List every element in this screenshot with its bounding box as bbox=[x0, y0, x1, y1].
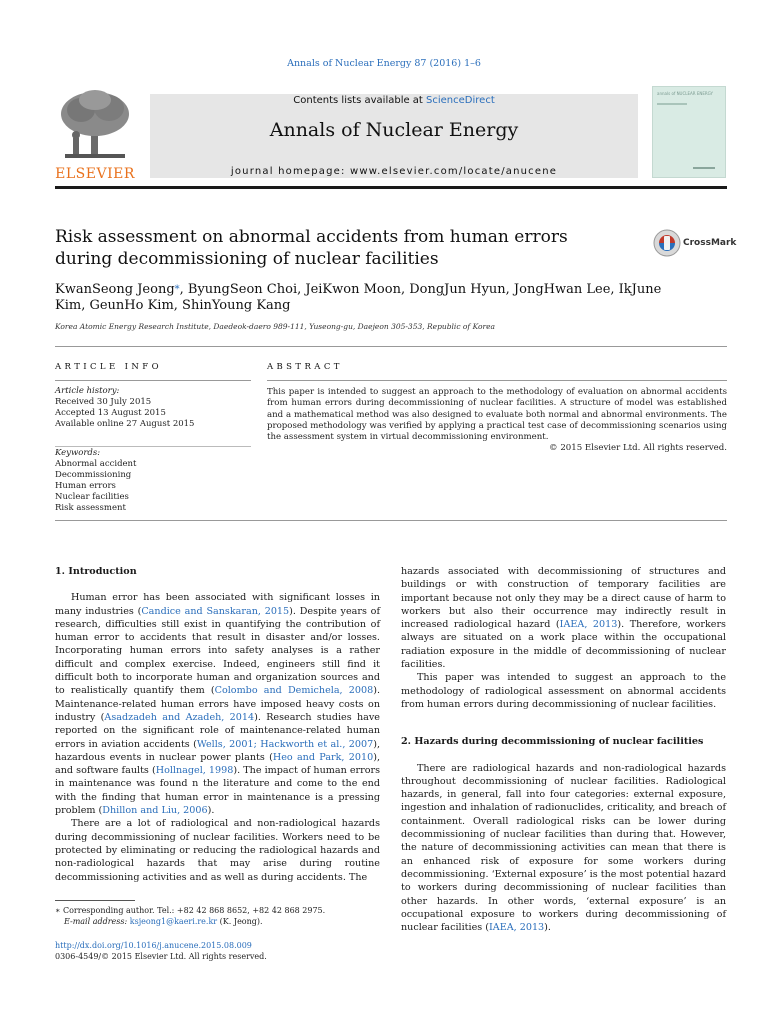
citation-link[interactable]: Asadzadeh and Azadeh, 2014 bbox=[104, 711, 255, 723]
citation-link[interactable]: Dhillon and Liu, 2006 bbox=[102, 805, 208, 817]
journal-cover-thumbnail[interactable] bbox=[652, 86, 726, 178]
journal-homepage[interactable]: journal homepage: www.elsevier.com/locate/anucene bbox=[230, 166, 558, 177]
article-info-caption: ARTICLE INFO bbox=[55, 362, 162, 372]
received-date: Received 30 July 2015 bbox=[55, 397, 152, 407]
crossmark-icon bbox=[653, 228, 681, 258]
history-label: Article history: bbox=[55, 386, 120, 396]
intro-paragraph-3: This paper was intended to suggest an approach to the methodology of radiological assessment on abnormal accidents from human errors during decommissioning of nuclear facilities. bbox=[401, 672, 726, 710]
text-run: ). Despite years of research, difficulties still exist in quantifying the contribution of human error to accidents that result in disaster and/or losses. Incorporating human errors into safety analyses is a rather difficult and complex exercise. Indeed, engineers still find it difficult both to incorporate human and organization sources and to realistically quantify them ( bbox=[55, 605, 380, 697]
email-footnote bbox=[55, 916, 385, 927]
asterisk: ∗ bbox=[55, 906, 63, 915]
crossmark-label: CrossMark bbox=[683, 238, 737, 248]
citation-link[interactable]: IAEA, 2013 bbox=[489, 922, 545, 934]
cover-title: annals of NUCLEAR ENERGY bbox=[657, 91, 713, 96]
section-heading-hazards: 2. Hazards during decommissioning of nuclear facilities bbox=[401, 736, 704, 748]
contents-line bbox=[150, 95, 638, 106]
text-run: There are radiological hazards and non-radiological hazards throughout decommissioning of nuclear facilities. Radiological hazards, in general, fall into four categories: external exposure, ingestion and inhalation of radionuclides, criticality, and breach of containment. Overall radiological risks can be lower during decommissioning of nuclear facilities than during that. However, the nature of decommissioning activities can mean that there is an enhanced risk of exposure for some workers during decommissioning. ‘External exposure’ is the most potential hazard to workers during decommissioning of nuclear facilities than other hazards. In other words, ‘external exposure’ is an occupational exposure to workers during decommissioning of nuclear facilities ( bbox=[401, 762, 726, 934]
accepted-date: Accepted 13 August 2015 bbox=[55, 408, 166, 418]
keyword: Nuclear facilities bbox=[55, 492, 129, 502]
paper-title: Risk assessment on abnormal accidents from human errors during decommissioning of nuclear facilities bbox=[55, 227, 568, 269]
journal-header-box bbox=[150, 94, 638, 178]
online-date: Available online 27 August 2015 bbox=[55, 419, 195, 429]
text-run: ). bbox=[544, 922, 551, 934]
keyword: Decommissioning bbox=[55, 470, 132, 480]
author-rest: , ByungSeon Choi, JeiKwon Moon, DongJun Hyun, JongHwan Lee, IkJune Kim, GeunHo Kim, ShinYoung Kang bbox=[55, 282, 662, 313]
keyword: Abnormal accident bbox=[55, 459, 137, 469]
abstract bbox=[267, 387, 727, 455]
text-run: Human error has been associated with significant losses in many industries ( bbox=[55, 592, 380, 617]
doi-link[interactable]: http://dx.doi.org/10.1016/j.anucene.2015.08.009 bbox=[55, 941, 252, 950]
text-run: ). Maintenance-related human errors have imposed heavy costs on industry ( bbox=[55, 685, 380, 723]
citation-link[interactable]: Candice and Sanskaran, 2015 bbox=[141, 605, 290, 617]
email-label: E-mail address: bbox=[64, 917, 130, 926]
text-run: ), and software faults ( bbox=[55, 751, 380, 777]
intro-paragraph-1 bbox=[55, 591, 380, 817]
body-column-right bbox=[401, 565, 726, 934]
footnotes bbox=[55, 905, 385, 927]
citation-link[interactable]: Heo and Park, 2010 bbox=[272, 751, 374, 763]
abstract-bottom-divider bbox=[55, 520, 727, 521]
body-column-left bbox=[55, 565, 380, 884]
abstract-divider bbox=[267, 380, 727, 381]
email-link[interactable]: ksjeong1@kaeri.re.kr bbox=[129, 917, 218, 926]
cover-decoration bbox=[693, 167, 715, 169]
article-history bbox=[55, 386, 251, 430]
journal-masthead bbox=[55, 86, 727, 182]
author-first[interactable]: KwanSeong Jeong bbox=[55, 282, 175, 297]
corresponding-author-mark[interactable]: * bbox=[174, 284, 180, 295]
keywords-label: Keywords: bbox=[55, 448, 101, 458]
elsevier-wordmark: ELSEVIER bbox=[55, 166, 135, 182]
intro-paragraph-2 bbox=[55, 817, 380, 883]
keywords-divider bbox=[55, 446, 251, 447]
email-tail: (K. Jeong). bbox=[217, 917, 263, 926]
hazards-paragraph-1 bbox=[401, 762, 726, 935]
masthead-divider bbox=[55, 186, 727, 189]
corresponding-footnote bbox=[55, 905, 385, 916]
author-list bbox=[55, 282, 695, 314]
journal-citation[interactable]: Annals of Nuclear Energy 87 (2016) 1–6 bbox=[287, 58, 481, 69]
text-run: ), hazardous events in nuclear power plants ( bbox=[55, 738, 380, 763]
text-run: ). bbox=[207, 805, 215, 817]
tree-logo-icon bbox=[55, 86, 135, 164]
journal-title: Annals of Nuclear Energy bbox=[269, 119, 519, 141]
elsevier-logo[interactable] bbox=[55, 86, 135, 182]
intro-paragraph-2 bbox=[401, 565, 726, 671]
keyword: Human errors bbox=[55, 481, 116, 491]
citation-link[interactable]: Colombo and Demichela, 2008 bbox=[214, 685, 374, 697]
abstract-caption: ABSTRACT bbox=[267, 362, 343, 372]
affiliation: Korea Atomic Energy Research Institute, Daedeok-daero 989-111, Yuseong-gu, Daejeon 305-353, Republic of Korea bbox=[55, 322, 496, 331]
sciencedirect-link[interactable]: ScienceDirect bbox=[426, 95, 495, 106]
text-run: ). Therefore, workers always are situated on a work place within the occupational radiation exposure in the middle of decommissioning of nuclear facilities. bbox=[401, 619, 726, 671]
text-run: ). Research studies have reported on the significant role of maintenance-related human errors in aviation accidents ( bbox=[55, 711, 380, 750]
cover-decoration bbox=[657, 103, 687, 105]
section-heading-introduction: 1. Introduction bbox=[55, 566, 137, 577]
doi-block bbox=[55, 940, 385, 962]
citation-link[interactable]: Wells, 2001; Hackworth et al., 2007 bbox=[196, 738, 374, 750]
text-run: hazards associated with decommissioning of structures and buildings or with construction of temporary facilities are important because not only they may be a direct cause of harm to workers but also their occurrence may indirectly result in increased radiological hazard ( bbox=[401, 566, 726, 631]
crossmark-badge[interactable] bbox=[653, 228, 737, 258]
footnote-text: Corresponding author. Tel.: +82 42 868 8652, +82 42 868 2975. bbox=[62, 906, 326, 915]
abstract-copyright: © 2015 Elsevier Ltd. All rights reserved. bbox=[549, 443, 727, 454]
text-run: ). The impact of human errors in maintenance was found n the literature and come to the end with the finding that human error in maintenance is a pressing problem ( bbox=[55, 765, 380, 817]
header-divider bbox=[55, 346, 727, 347]
info-divider bbox=[55, 380, 251, 381]
citation-link[interactable]: Hollnagel, 1998 bbox=[155, 765, 234, 777]
abstract-body: This paper is intended to suggest an approach to the methodology of evaluation on abnormal accidents from human errors during decommissioning of nuclear facilities. A structure of model was established and a mathematical method was also designed to evaluate both normal and abnormal environments. The proposed methodology was verified by applying a practical test case of decommissioning scenarios using the assessment system in virtual decommissioning environment. bbox=[267, 387, 727, 443]
keyword: Risk assessment bbox=[55, 503, 126, 513]
contents-prefix: Contents lists available at bbox=[293, 95, 427, 106]
issn-line: 0306-4549/© 2015 Elsevier Ltd. All rights reserved. bbox=[55, 952, 267, 961]
footnote-divider bbox=[55, 900, 135, 901]
keywords bbox=[55, 448, 251, 514]
text-run: There are a lot of radiological and non-radiological hazards during decommissioning of nuclear facilities. Workers need to be protected by eliminating or reducing the radiological hazards and non-radiological hazards that may arise during routine decommissioning activities and as well as during accidents. The bbox=[55, 818, 380, 883]
citation-link[interactable]: IAEA, 2013 bbox=[559, 619, 618, 631]
